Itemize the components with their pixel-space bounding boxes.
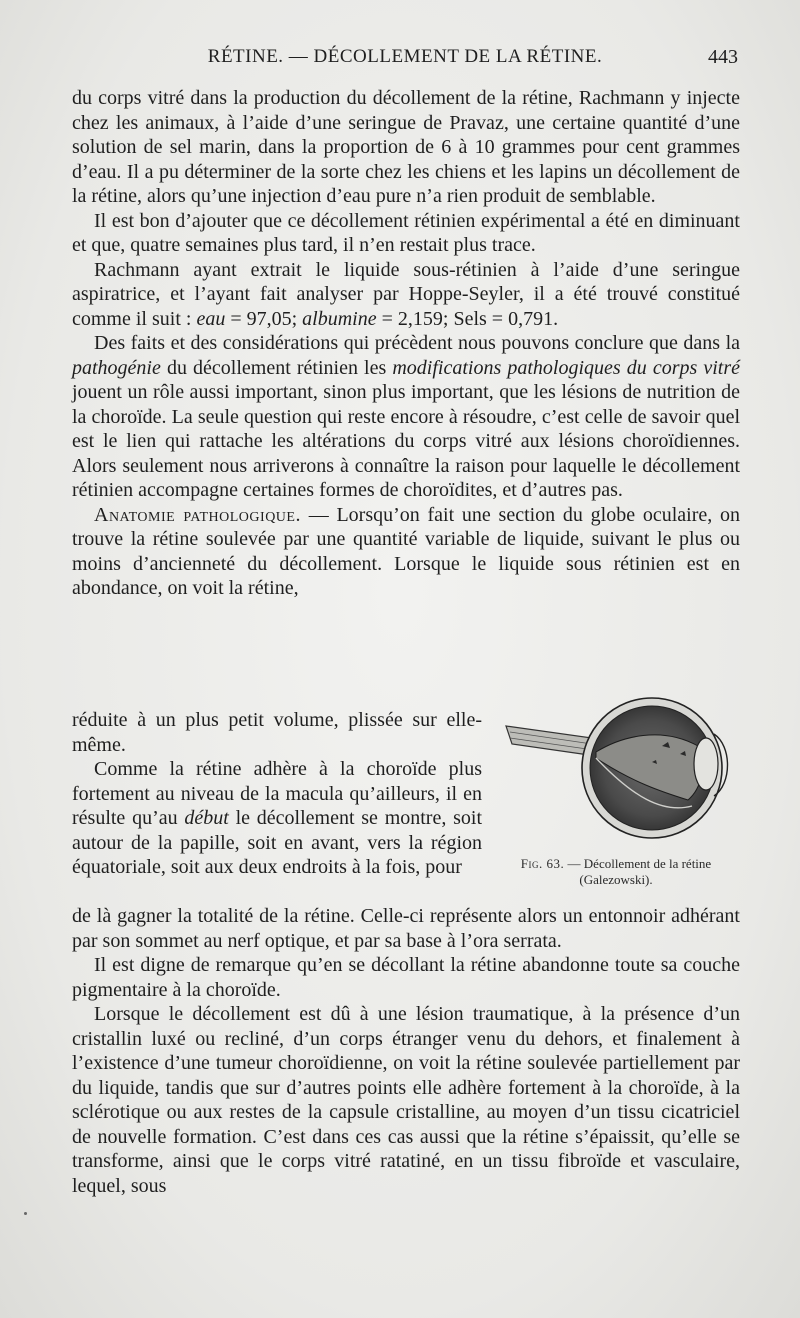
paragraph-5-cont: réduite à un plus petit volume, plissée sur elle-même. bbox=[72, 709, 482, 756]
figure-caption: Fig. 63. — Décollement de la rétine (Galezowski). bbox=[520, 856, 712, 887]
page-number: 443 bbox=[708, 46, 738, 68]
text-block-lower bbox=[72, 904, 740, 1198]
figure-63 bbox=[492, 696, 740, 896]
page-header bbox=[72, 46, 738, 76]
section-heading: Anatomie pathologique. bbox=[94, 503, 301, 526]
paragraph-7: Il est digne de remarque qu’en se décollant la rétine abandonne toute sa couche pigmentaire à la choroïde. bbox=[72, 954, 740, 1001]
running-title: RÉTINE. — DÉCOLLEMENT DE LA RÉTINE. bbox=[207, 46, 603, 67]
text-block-narrow bbox=[72, 708, 482, 880]
paragraph-4: Des faits et des considérations qui précèdent nous pouvons conclure que dans la pathogénie du décollement rétinien les modifications pathologiques du corps vitré jouent un rôle aussi important, sinon plus important, que les lésions de nutrition de la choroïde. La seule question qui reste encore à résoudre, c’est celle de savoir quel est le lien qui rattache les altérations du corps vitré aux lésions choroïdiennes. Alors seulement nous arriverons à connaître la raison pour laquelle le décollement rétinien accompagne certaines formes de choroïdites, et d’autres pas. bbox=[72, 332, 741, 501]
margin-mark bbox=[24, 1212, 27, 1215]
paragraph-3: Rachmann ayant extrait le liquide sous-rétinien à l’aide d’une seringue aspiratrice, et l’ayant fait analyser par Hoppe-Seyler, il a été trouvé constitué comme il suit : eau = 97,05; albumine = 2,159; Sels = 0,791. bbox=[72, 258, 740, 330]
paragraph-6: Comme la rétine adhère à la choroïde plus fortement au niveau de la macula qu’ailleurs, il en résulte qu’au début le décollement se montre, soit autour de la papille, soit en avant, vers la région équatoriale, soit aux deux endroits à la fois, pour bbox=[72, 758, 482, 878]
paragraph-8: Lorsque le décollement est dû à une lésion traumatique, à la présence d’un cristallin luxé ou recliné, d’un corps étranger venu du dehors, et finalement à l’existence d’une tumeur choroïdienne, on voit la rétine soulevée partiellement par du liquide, tandis que sur d’autres points elle adhère fortement à la choroïde, à la sclérotique ou aux restes de la capsule cristalline, au moyen d’un tissu cicatriciel de nouvelle formation. C’est dans ces cas aussi que la rétine s’épaissit, qu’elle se transforme, ainsi que le corps vitré ratatiné, en un tissu fibroïde et vasculaire, lequel, sous bbox=[72, 1003, 740, 1197]
paragraph-6-cont: de là gagner la totalité de la rétine. Celle-ci représente alors un entonnoir adhérant par son sommet au nerf optique, et par sa base à l’ora serrata. bbox=[72, 905, 740, 952]
paragraph-1: du corps vitré dans la production du décollement de la rétine, Rachmann y injecte chez les animaux, à l’aide d’une seringue de Pravaz, une certaine quantité d’une solution de sel marin, dans la proportion de 6 à 10 grammes pour cent grammes d’eau. Il a pu déterminer de la sorte chez les chiens et les lapins un décollement de la rétine, alors qu’une injection d’eau pure n’a rien produit de semblable. bbox=[72, 87, 740, 207]
text-block-upper bbox=[72, 86, 740, 601]
paragraph-2: Il est bon d’ajouter que ce décollement rétinien expérimental a été en diminuant et que, quatre semaines plus tard, il n’en restait plus trace. bbox=[72, 209, 740, 256]
eye-section-icon bbox=[492, 696, 740, 846]
paragraph-5: Anatomie pathologique. — Lorsqu’on fait une section du globe oculaire, on trouve la rétine soulevée par une quantité variable de liquide, suivant le plus ou moins d’ancienneté du décollement. Lorsque le liquide sous rétinien est en abondance, on voit la rétine, bbox=[72, 503, 740, 599]
